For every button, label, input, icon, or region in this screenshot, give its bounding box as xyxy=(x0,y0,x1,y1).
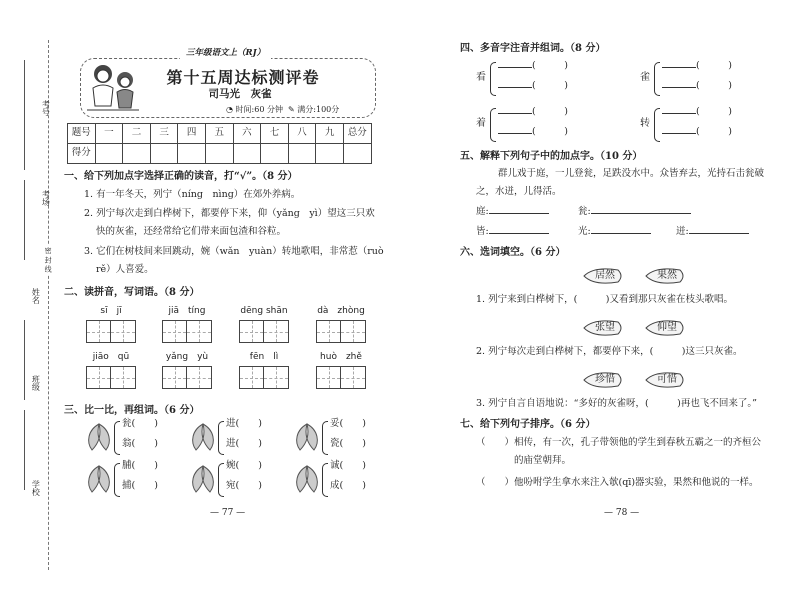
q5-passage-line-1: 群儿戏于庭，一儿登瓮，足跌没水中。众皆弃去，光持石击瓮破 xyxy=(498,168,765,179)
series-label: 三年级语文上（RJ） xyxy=(180,48,271,59)
pinyin-text: jiāo qū xyxy=(92,352,130,362)
score-cell: 八 xyxy=(288,124,316,144)
word-option[interactable] xyxy=(580,318,626,338)
q6-sentence-1[interactable]: 1. 列宁来到白桦树下，( )又看到那只灰雀在枝头歌唱。 xyxy=(476,294,733,305)
compare-line[interactable]: 婉( ) xyxy=(226,460,262,471)
q7-heading: 七、给下列句子排序。（6 分） xyxy=(460,419,596,430)
compare-line[interactable]: 宛( ) xyxy=(226,480,262,491)
score-input-cell[interactable] xyxy=(343,144,371,164)
score-input-cell[interactable] xyxy=(178,144,206,164)
word-label: 迸: xyxy=(676,226,689,237)
q7-sentence-2[interactable]: （ ）他吩咐学生拿水来注入欹(qī)器实验，果然和他说的一样。 xyxy=(476,477,759,488)
word-blank[interactable]: ( ) xyxy=(532,60,568,71)
score-input-cell[interactable] xyxy=(288,144,316,164)
leaf-decoration-icon xyxy=(188,422,218,454)
time-limit: 时间:60 分钟 xyxy=(235,105,283,114)
writing-grid[interactable] xyxy=(316,366,366,389)
kaochang-blank[interactable] xyxy=(24,180,25,260)
writing-grid[interactable] xyxy=(86,320,136,343)
leaf-decoration-icon xyxy=(292,464,322,496)
polyphone-char: 着 xyxy=(476,118,486,129)
word-label: 瓮: xyxy=(578,206,591,217)
score-cell: 二 xyxy=(123,124,151,144)
pinyin-blank[interactable] xyxy=(498,133,532,134)
compare-group xyxy=(84,460,184,500)
banji-blank[interactable] xyxy=(24,410,25,490)
word-option-text: 珍惜 xyxy=(595,374,615,385)
word-blank[interactable]: ( ) xyxy=(696,80,732,91)
label-kaohao: 考号 xyxy=(41,100,51,116)
word-option-text: 居然 xyxy=(595,270,615,281)
compare-line[interactable]: 翁( ) xyxy=(122,438,158,449)
exam-subtitle: 司马光 灰雀 xyxy=(208,88,272,100)
word-option-text: 张望 xyxy=(595,322,615,333)
compare-line[interactable]: 瓷( ) xyxy=(330,438,366,449)
compare-line[interactable]: 捕( ) xyxy=(122,480,158,491)
label-xuexiao: 学校 xyxy=(31,480,41,496)
word-blank[interactable]: ( ) xyxy=(696,106,732,117)
kaohao-blank[interactable] xyxy=(24,60,25,170)
word-blank[interactable]: ( ) xyxy=(532,126,568,137)
polyphone-group xyxy=(640,58,770,98)
score-input-cell[interactable] xyxy=(233,144,261,164)
score-row-label: 得分 xyxy=(68,144,96,164)
word-label: 光: xyxy=(578,226,591,237)
answer-blank[interactable] xyxy=(591,213,691,214)
q1-line-3b: rě）人喜爱。 xyxy=(96,264,154,275)
label-banji: 班级 xyxy=(31,375,41,391)
word-option[interactable] xyxy=(642,318,688,338)
polyphone-char: 雀 xyxy=(640,72,650,83)
q5-heading: 五、解释下列句子中的加点字。（10 分） xyxy=(460,151,643,162)
answer-blank[interactable] xyxy=(489,213,549,214)
word-option[interactable] xyxy=(580,266,626,286)
label-xingming: 姓名 xyxy=(31,288,41,304)
pinyin-text: sī jī xyxy=(100,306,122,316)
q5-item-jie xyxy=(476,226,549,238)
compare-group xyxy=(292,460,392,500)
pinyin-blank[interactable] xyxy=(498,67,532,68)
word-option-text: 可惜 xyxy=(657,374,677,385)
compare-line[interactable]: 脯( ) xyxy=(122,460,158,471)
pinyin-text: fēn lì xyxy=(249,352,279,362)
score-cell: 题号 xyxy=(68,124,96,144)
answer-blank[interactable] xyxy=(689,233,749,234)
score-table-score-row xyxy=(68,144,372,164)
writing-grid[interactable] xyxy=(316,320,366,343)
q4-heading: 四、多音字注音并组词。（8 分） xyxy=(460,43,606,54)
word-blank[interactable]: ( ) xyxy=(696,126,732,137)
answer-blank[interactable] xyxy=(591,233,651,234)
q2-heading: 二、读拼音，写词语。（8 分） xyxy=(64,287,200,298)
word-label: 庭: xyxy=(476,206,489,217)
compare-group xyxy=(188,460,288,500)
label-kaochang: 考场 xyxy=(41,190,51,206)
polyphone-char: 转 xyxy=(640,118,650,129)
score-table xyxy=(67,123,372,164)
q6-heading: 六、选词填空。（6 分） xyxy=(460,247,566,258)
score-cell: 一 xyxy=(95,124,123,144)
word-option-text: 仰望 xyxy=(657,322,677,333)
writing-grid[interactable] xyxy=(239,320,289,343)
polyphone-group xyxy=(640,104,770,144)
polyphone-char: 看 xyxy=(476,72,486,83)
writing-grid[interactable] xyxy=(162,366,212,389)
q1-line-2a: 2. 列宁每次走到白桦树下，都要停下来，仰（yǎng yì）望这三只欢 xyxy=(84,208,375,219)
q1-heading: 一、给下列加点字选择正确的读音，打“√”。（8 分） xyxy=(64,171,298,182)
pinyin-text: dà zhòng xyxy=(317,306,365,316)
score-cell: 九 xyxy=(316,124,344,144)
compare-line[interactable]: 诚( ) xyxy=(330,460,366,471)
writing-grid[interactable] xyxy=(239,366,289,389)
compare-group xyxy=(188,418,288,458)
binding-margin xyxy=(10,40,56,570)
polyphone-group xyxy=(476,104,606,144)
word-option[interactable] xyxy=(580,370,626,390)
q5-passage-line-2: 之，水迸，儿得活。 xyxy=(476,186,562,197)
compare-group xyxy=(292,418,392,458)
pinyin-blank[interactable] xyxy=(662,87,696,88)
leaf-decoration-icon xyxy=(292,422,322,454)
word-blank[interactable]: ( ) xyxy=(696,60,732,71)
score-table-header-row xyxy=(68,124,372,144)
q5-item-weng xyxy=(578,206,691,218)
exam-title: 第十五周达标测评卷 xyxy=(166,68,320,87)
full-score: 满分:100分 xyxy=(297,105,340,114)
leaf-decoration-icon xyxy=(84,464,114,496)
clock-icon: ◔ xyxy=(226,105,233,114)
time-score-bar xyxy=(222,105,343,115)
q7-sentence-1b: 的庙堂朝拜。 xyxy=(514,455,572,466)
score-cell: 七 xyxy=(261,124,289,144)
compare-line[interactable]: 妥( ) xyxy=(330,418,366,429)
page-number-left: — 77 — xyxy=(210,508,246,518)
leaf-decoration-icon xyxy=(188,464,218,496)
score-input-cell[interactable] xyxy=(205,144,233,164)
seal-dashed-line xyxy=(48,40,49,570)
compare-line[interactable]: 进( ) xyxy=(226,438,262,449)
writing-grid[interactable] xyxy=(86,366,136,389)
leaf-decoration-icon xyxy=(84,422,114,454)
score-cell: 五 xyxy=(205,124,233,144)
q3-heading: 三、比一比，再组词。（6 分） xyxy=(64,405,200,416)
q6-sentence-2[interactable]: 2. 列宁每次走到白桦树下，都要停下来，( )这三只灰雀。 xyxy=(476,346,743,357)
q1-line-2b: 快的灰雀，还经常给它们带来面包渣和谷粒。 xyxy=(96,226,287,237)
pinyin-text: huò zhě xyxy=(320,352,362,362)
q5-item-ting xyxy=(476,206,549,218)
compare-line[interactable]: 进( ) xyxy=(226,418,262,429)
score-cell: 三 xyxy=(150,124,178,144)
word-label: 皆: xyxy=(476,226,489,237)
answer-blank[interactable] xyxy=(489,233,549,234)
pinyin-blank[interactable] xyxy=(662,133,696,134)
xingming-blank[interactable] xyxy=(24,320,25,400)
score-cell: 六 xyxy=(233,124,261,144)
seal-text: 密 封 线 xyxy=(44,247,53,273)
score-input-cell[interactable] xyxy=(316,144,344,164)
pinyin-blank[interactable] xyxy=(662,113,696,114)
compare-line[interactable]: 成( ) xyxy=(330,480,366,491)
pinyin-blank[interactable] xyxy=(498,87,532,88)
word-blank[interactable]: ( ) xyxy=(532,106,568,117)
pinyin-text: yǎng yù xyxy=(165,352,209,362)
polyphone-group xyxy=(476,58,606,98)
word-option[interactable] xyxy=(642,266,688,286)
score-input-cell[interactable] xyxy=(95,144,123,164)
word-option[interactable] xyxy=(642,370,688,390)
word-option-text: 果然 xyxy=(657,270,677,281)
score-cell: 四 xyxy=(178,124,206,144)
score-input-cell[interactable] xyxy=(261,144,289,164)
word-blank[interactable]: ( ) xyxy=(532,80,568,91)
kids-mascot-icon xyxy=(83,58,143,116)
q5-item-beng xyxy=(676,226,749,238)
page-number-right: — 78 — xyxy=(604,508,640,518)
q1-line-1: 1. 有一年冬天，列宁（níng nìng）在郊外养病。 xyxy=(84,189,301,200)
q5-item-guang xyxy=(578,226,651,238)
score-input-cell[interactable] xyxy=(150,144,178,164)
pinyin-blank[interactable] xyxy=(498,113,532,114)
pinyin-text: dēng shān xyxy=(240,306,288,316)
pencil-icon: ✎ xyxy=(288,105,295,114)
pinyin-text: jiā tíng xyxy=(168,306,206,316)
score-input-cell[interactable] xyxy=(123,144,151,164)
compare-line[interactable]: 瓮( ) xyxy=(122,418,158,429)
score-cell: 总分 xyxy=(343,124,371,144)
q6-sentence-3[interactable]: 3. 列宁自言自语地说：“多好的灰雀呀，( )再也飞不回来了。” xyxy=(476,398,757,409)
pinyin-blank[interactable] xyxy=(662,67,696,68)
q7-sentence-1a[interactable]: （ ）相传，有一次，孔子带领他的学生到春秋五霸之一的齐桓公 xyxy=(476,437,762,448)
q1-line-3a: 3. 它们在树枝间来回跳动，婉（wǎn yuàn）转地歌唱，非常惹（ruò xyxy=(84,246,384,257)
compare-group xyxy=(84,418,184,458)
writing-grid[interactable] xyxy=(162,320,212,343)
